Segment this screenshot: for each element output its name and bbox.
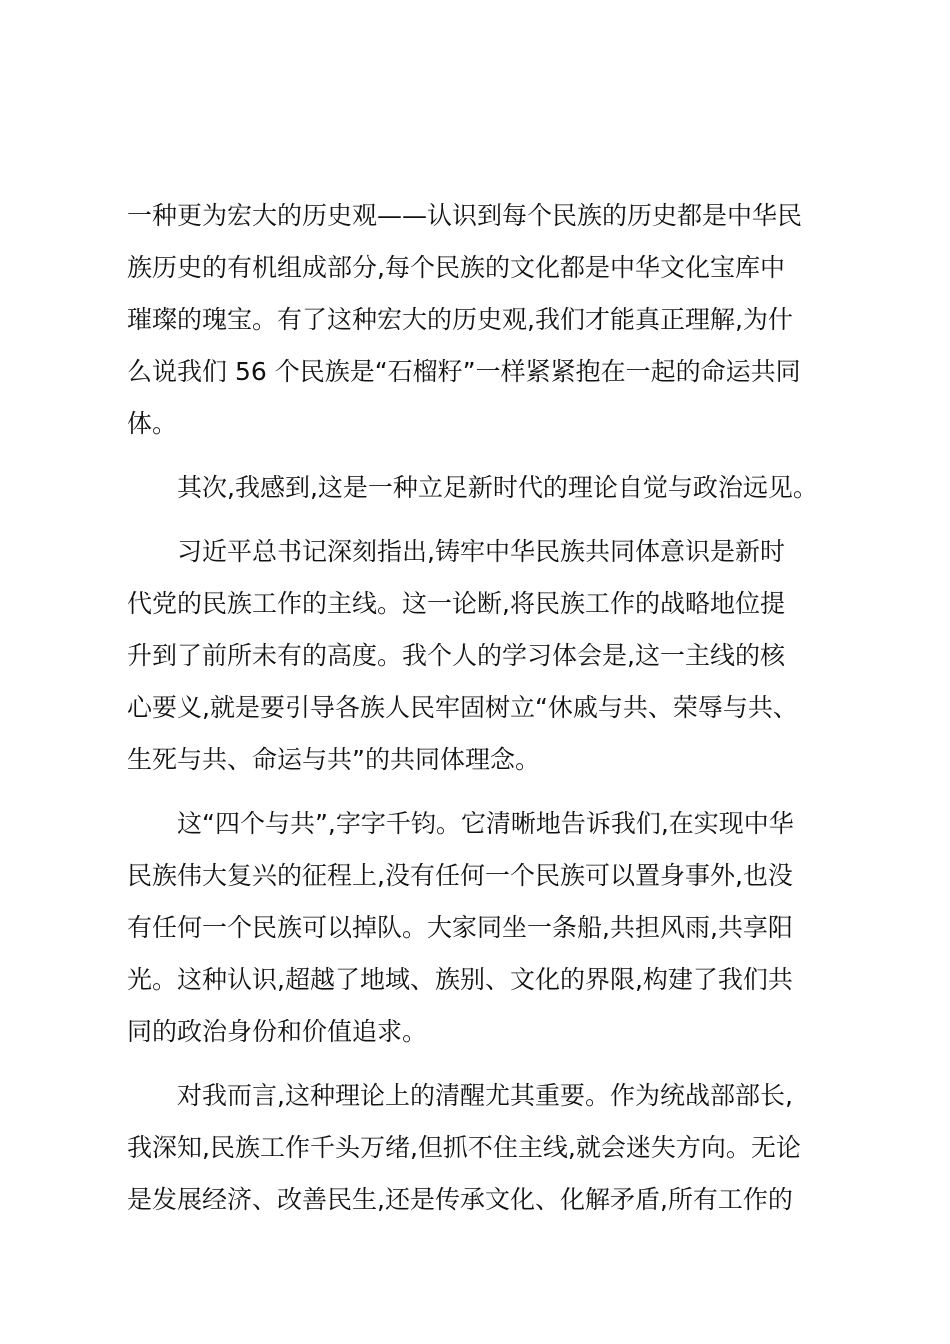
text-line: 同的政治身份和价值追求。 — [127, 1017, 428, 1046]
text-line: 光。这种认识,超越了地域、族别、文化的界限,构建了我们共 — [127, 965, 793, 994]
text-line: 一种更为宏大的历史观——认识到每个民族的历史都是中华民 — [127, 201, 803, 230]
text-line: 是发展经济、改善民生,还是传承文化、化解矛盾,所有工作的 — [127, 1185, 793, 1214]
text-line: 族历史的有机组成部分,每个民族的文化都是中华文化宝库中 — [127, 253, 785, 282]
paragraph-1 — [127, 190, 827, 450]
text-line: 习近平总书记深刻指出,铸牢中华民族共同体意识是新时 — [177, 537, 785, 566]
document-body — [127, 190, 827, 1238]
text-line: 体。 — [127, 409, 178, 438]
text-line: 升到了前所未有的高度。我个人的学习体会是,这一主线的核 — [127, 641, 785, 670]
text-line: 璀璨的瑰宝。有了这种宏大的历史观,我们才能真正理解,为什 — [127, 305, 793, 334]
text-line: 心要义,就是要引导各族人民牢固树立“休戚与共、荣辱与共、 — [127, 693, 798, 722]
paragraph-2 — [127, 462, 827, 514]
paragraph-3 — [127, 526, 827, 786]
text-line: 其次,我感到,这是一种立足新时代的理论自觉与政治远见。 — [177, 473, 818, 502]
paragraph-4 — [127, 798, 827, 1058]
text-line: 民族伟大复兴的征程上,没有任何一个民族可以置身事外,也没 — [127, 861, 793, 890]
text-line: 代党的民族工作的主线。这一论断,将民族工作的战略地位提 — [127, 589, 785, 618]
text-line: 么说我们 56 个民族是“石榴籽”一样紧紧抱在一起的命运共同 — [127, 357, 801, 386]
text-line: 这“四个与共”,字字千钧。它清晰地告诉我们,在实现中华 — [177, 809, 794, 838]
paragraph-5 — [127, 1070, 827, 1226]
text-line: 我深知,民族工作千头万绪,但抓不住主线,就会迷失方向。无论 — [127, 1133, 801, 1162]
text-line: 生死与共、命运与共”的共同体理念。 — [127, 745, 540, 774]
text-line: 对我而言,这种理论上的清醒尤其重要。作为统战部部长, — [177, 1081, 793, 1110]
text-line: 有任何一个民族可以掉队。大家同坐一条船,共担风雨,共享阳 — [127, 913, 793, 942]
